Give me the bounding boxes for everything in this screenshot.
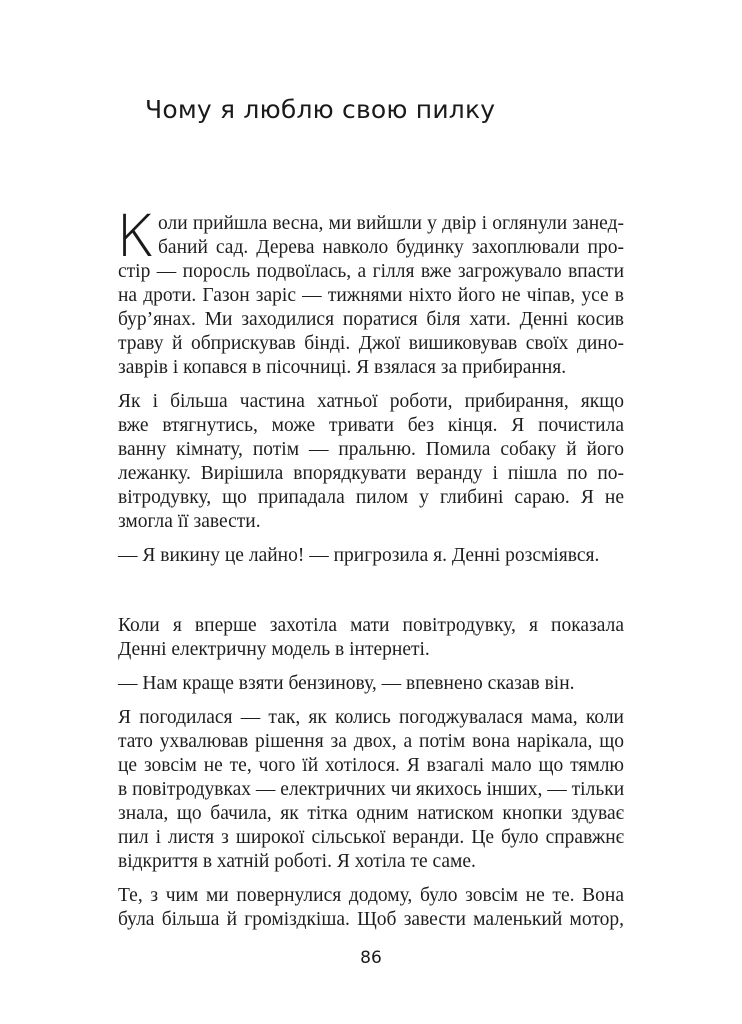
text-line: — Я викину це лайно! — пригрозила я. Денні розсміявся.: [118, 545, 600, 566]
text-line: стір — поросль подвоїлась, а гілля вже загрожувало впасти: [118, 261, 624, 282]
body-text: [116, 202, 625, 932]
text-line: пил і листя з широкої сільської веранди. Це було справжнє: [118, 827, 624, 848]
text-line: вже втягнутись, може тривати без кінця. Я почистила: [118, 415, 624, 436]
text-line: Те, з чим ми повернулися додому, було зовсім не те. Вона: [118, 885, 624, 906]
text-line: лежанку. Вирішила впорядкувати веранду і пішла по по-: [118, 463, 624, 484]
text-line: вітродувку, що припадала пилом у глибині сараю. Я не: [118, 487, 624, 508]
paragraph: [118, 614, 624, 662]
paragraph: [118, 884, 624, 932]
text-line: в повітродувках — електричних чи якихось інших, — тільки: [118, 779, 625, 800]
text-line: Як і більша частина хатньої роботи, прибирання, якщо: [118, 391, 624, 412]
text-line: оли прийшла весна, ми вийшли у двір і оглянули занед-: [158, 213, 624, 234]
paragraph: [116, 202, 624, 380]
text-line: заврів і копався в пісочниці. Я взялася за прибирання.: [118, 357, 567, 378]
text-line: це зовсім не те, чого їй хотілося. Я взагалі мало що тямлю: [118, 755, 624, 776]
text-line: Коли я вперше захотіла мати повітродувку, я показала: [118, 615, 624, 636]
paragraph: [118, 672, 624, 696]
text-line: траву й обприскував бінді. Джої вишиковував своїх дино-: [118, 333, 624, 354]
text-line: змогла її завести.: [118, 511, 261, 532]
text-line: відкриття в хатній роботі. Я хотіла те саме.: [118, 851, 476, 872]
chapter-title: Чому я люблю свою пилку: [145, 94, 496, 124]
drop-cap: К: [116, 202, 156, 270]
text-line: баний сад. Дерева навколо будинку захоплювали про-: [158, 237, 624, 258]
paragraph: [118, 390, 624, 534]
paragraph: [118, 706, 624, 874]
text-line: Денні електричну модель в інтернеті.: [118, 639, 430, 660]
text-line: бур’янах. Ми заходилися поратися біля хати. Денні косив: [118, 309, 624, 330]
paragraph: [118, 544, 624, 568]
text-line: ванну кімнату, потім — пральню. Помила собаку й його: [118, 439, 624, 460]
text-line: тато ухвалював рішення за двох, а потім вона нарікала, що: [118, 731, 624, 752]
text-line: була більша й громіздкіша. Щоб завести маленький мотор,: [118, 909, 624, 930]
text-line: на дроти. Газон заріс — тижнями ніхто його не чіпав, усе в: [118, 285, 624, 306]
text-line: Я погодилася — так, як колись погоджувалася мама, коли: [118, 707, 624, 728]
page-number: 86: [360, 948, 382, 968]
text-line: знала, що бачила, як тітка одним натиском кнопки здуває: [118, 803, 624, 824]
text-line: — Нам краще взяти бензинову, — впевнено сказав він.: [118, 673, 575, 694]
